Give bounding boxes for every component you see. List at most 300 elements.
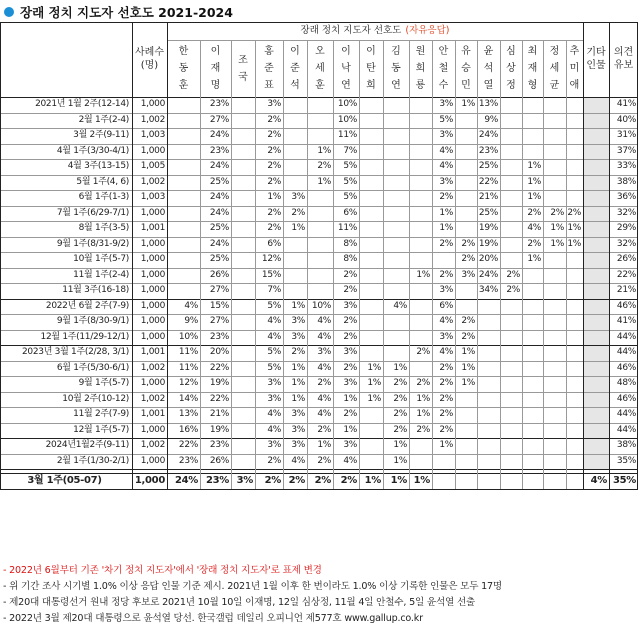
value-cell: 1% <box>393 440 407 451</box>
leader-name-header: 한 동 훈 <box>178 46 189 91</box>
value-cell: 1% <box>567 238 581 249</box>
other-cell <box>583 221 609 237</box>
value-cell <box>231 190 255 206</box>
value-cell: 3% <box>439 176 453 187</box>
value-cell <box>500 159 522 175</box>
value-cell: 3% <box>291 331 305 342</box>
value-cell <box>522 268 543 284</box>
value-cell: 1% <box>439 207 453 218</box>
value-cell: 1% <box>527 192 541 203</box>
value-cell: 3% <box>267 99 281 110</box>
grid-line <box>231 40 232 489</box>
value-cell: 4% <box>267 316 281 327</box>
other-cell <box>583 314 609 330</box>
value-cell: 3% <box>291 424 305 435</box>
value-cell: 4% <box>439 347 453 358</box>
value-cell: 19% <box>478 238 498 249</box>
value-cell <box>283 175 307 191</box>
value-cell <box>543 175 566 191</box>
sample-size-cell: 1,001 <box>140 223 165 234</box>
value-cell: 20% <box>478 254 498 265</box>
value-cell <box>500 113 522 129</box>
value-cell: 4% <box>267 409 281 420</box>
value-cell: 10% <box>337 99 357 110</box>
group-header-note: (자유응답) <box>405 25 450 36</box>
value-cell <box>409 330 432 346</box>
group-header <box>167 22 583 40</box>
value-cell <box>383 144 409 160</box>
value-cell <box>383 159 409 175</box>
value-cell <box>455 283 477 299</box>
value-cell: 3% <box>439 285 453 296</box>
value-cell <box>231 159 255 175</box>
value-cell: 6% <box>267 238 281 249</box>
undecided-cell: 44% <box>616 409 636 420</box>
value-cell <box>307 237 333 253</box>
other-cell <box>583 454 609 470</box>
sample-size-cell: 1,000 <box>140 285 165 296</box>
value-cell <box>522 330 543 346</box>
value-cell <box>522 345 543 361</box>
value-cell: 21% <box>478 192 498 203</box>
value-cell: 11% <box>178 362 198 373</box>
other-cell <box>583 113 609 129</box>
leader-name-header: 안 철 수 <box>438 46 449 91</box>
leader-name-header: 오 세 훈 <box>315 46 325 91</box>
value-cell <box>500 252 522 268</box>
value-cell <box>167 175 200 191</box>
sample-size-cell: 1,000 <box>140 238 165 249</box>
value-cell: 3% <box>236 475 253 487</box>
row-label: 7월 1주(6/29-7/1) <box>56 207 129 218</box>
value-cell: 22% <box>209 393 229 404</box>
value-cell <box>543 97 566 113</box>
value-cell: 4% <box>317 393 331 404</box>
value-cell <box>500 175 522 191</box>
value-cell <box>432 454 455 470</box>
value-cell <box>500 144 522 160</box>
other-cell <box>583 128 609 144</box>
value-cell <box>543 299 566 315</box>
grid-line <box>283 40 284 489</box>
grid-line <box>432 40 433 489</box>
sample-size-cell: 1,000 <box>140 99 165 110</box>
undecided-cell: 36% <box>616 192 636 203</box>
row-label: 2월 1주(1/30-2/1) <box>56 455 129 466</box>
value-cell <box>409 97 432 113</box>
row-label: 3월 2주(9-11) <box>73 130 129 141</box>
value-cell <box>167 159 200 175</box>
value-cell: 2% <box>439 192 453 203</box>
value-cell: 2% <box>267 161 281 172</box>
value-cell: 1% <box>461 347 475 358</box>
undecided-cell: 44% <box>616 331 636 342</box>
value-cell <box>522 361 543 377</box>
value-cell: 24% <box>478 269 498 280</box>
undecided-cell: 31% <box>616 130 636 141</box>
value-cell: 1% <box>343 393 357 404</box>
value-cell <box>383 128 409 144</box>
value-cell: 14% <box>178 393 198 404</box>
value-cell <box>409 252 432 268</box>
grid-line <box>522 40 523 489</box>
value-cell: 16% <box>178 424 198 435</box>
value-cell: 25% <box>478 161 498 172</box>
value-cell: 1% <box>317 176 331 187</box>
value-cell <box>566 314 583 330</box>
value-cell <box>359 128 383 144</box>
value-cell <box>307 97 333 113</box>
value-cell: 12% <box>178 378 198 389</box>
value-cell: 34% <box>478 285 498 296</box>
value-cell <box>231 314 255 330</box>
value-cell <box>500 97 522 113</box>
value-cell: 2% <box>439 238 453 249</box>
row-label: 3월 1주(05-07) <box>27 475 102 487</box>
sample-size-cell: 1,005 <box>140 161 165 172</box>
value-cell <box>167 237 200 253</box>
value-cell: 2% <box>439 362 453 373</box>
value-cell <box>522 438 543 454</box>
value-cell <box>283 144 307 160</box>
value-cell: 1% <box>367 378 381 389</box>
sample-size-cell: 1,000 <box>140 300 165 311</box>
value-cell <box>383 175 409 191</box>
value-cell <box>543 345 566 361</box>
value-cell <box>455 144 477 160</box>
value-cell: 1% <box>291 362 305 373</box>
row-label: 8월 1주(3-5) <box>78 223 129 234</box>
value-cell: 25% <box>209 176 229 187</box>
footnote: - 위 기간 조사 시기별 1.0% 이상 응답 인물 기준 제시. 2021년 1월 이후 한 번이라도 1.0% 이상 기록한 인물은 모두 17명 <box>3 581 502 592</box>
value-cell <box>566 299 583 315</box>
value-cell: 2% <box>264 475 281 487</box>
undecided-cell: 40% <box>616 114 636 125</box>
value-cell <box>500 423 522 439</box>
undecided-cell: 44% <box>616 424 636 435</box>
other-cell <box>583 407 609 423</box>
other-cell <box>583 361 609 377</box>
value-cell: 2% <box>317 378 331 389</box>
value-cell <box>283 268 307 284</box>
value-cell <box>477 392 500 408</box>
value-cell <box>522 113 543 129</box>
value-cell: 24% <box>209 238 229 249</box>
other-cell <box>583 97 609 113</box>
value-cell <box>566 175 583 191</box>
value-cell <box>543 113 566 129</box>
value-cell <box>231 361 255 377</box>
value-cell <box>566 454 583 470</box>
value-cell <box>543 376 566 392</box>
value-cell: 2% <box>393 393 407 404</box>
value-cell: 3% <box>291 316 305 327</box>
value-cell: 24% <box>209 207 229 218</box>
other-cell <box>583 299 609 315</box>
value-cell: 9% <box>484 114 498 125</box>
value-cell: 10% <box>337 114 357 125</box>
value-cell <box>359 252 383 268</box>
value-cell: 2% <box>439 378 453 389</box>
value-cell: 3% <box>343 347 357 358</box>
value-cell: 19% <box>478 223 498 234</box>
value-cell <box>477 299 500 315</box>
value-cell <box>500 407 522 423</box>
value-cell: 4% <box>317 316 331 327</box>
value-cell <box>359 438 383 454</box>
value-cell <box>543 144 566 160</box>
value-cell <box>383 330 409 346</box>
value-cell: 27% <box>209 114 229 125</box>
value-cell: 1% <box>364 475 381 487</box>
value-cell: 5% <box>267 300 281 311</box>
sample-size-cell: 1,000 <box>140 254 165 265</box>
value-cell <box>383 268 409 284</box>
bullet-dot-icon <box>4 7 14 17</box>
value-cell <box>231 407 255 423</box>
value-cell <box>500 330 522 346</box>
value-cell: 27% <box>209 316 229 327</box>
value-cell: 2% <box>416 378 430 389</box>
value-cell <box>477 314 500 330</box>
leader-name-header: 유 승 민 <box>461 46 471 91</box>
undecided-cell: 46% <box>616 300 636 311</box>
value-cell <box>307 268 333 284</box>
value-cell: 4% <box>267 424 281 435</box>
value-cell: 5% <box>343 161 357 172</box>
sample-size-cell: 1,002 <box>140 393 165 404</box>
grid-line <box>167 22 168 489</box>
value-cell <box>231 268 255 284</box>
sample-size-cell: 1,000 <box>140 424 165 435</box>
value-cell <box>231 423 255 439</box>
value-cell <box>477 376 500 392</box>
grid-line <box>0 489 638 490</box>
value-cell <box>307 283 333 299</box>
value-cell: 13% <box>178 409 198 420</box>
value-cell <box>566 252 583 268</box>
value-cell <box>359 175 383 191</box>
value-cell: 2% <box>550 207 564 218</box>
value-cell: 19% <box>209 424 229 435</box>
value-cell: 1% <box>317 440 331 451</box>
value-cell <box>409 206 432 222</box>
value-cell: 11% <box>337 130 357 141</box>
undecided-cell: 44% <box>616 347 636 358</box>
leader-name-header: 홍 준 표 <box>264 46 274 91</box>
value-cell <box>231 345 255 361</box>
value-cell <box>409 454 432 470</box>
value-cell: 2% <box>393 409 407 420</box>
value-cell <box>500 128 522 144</box>
value-cell <box>455 159 477 175</box>
value-cell: 8% <box>343 254 357 265</box>
value-cell <box>522 407 543 423</box>
value-cell: 2% <box>314 475 331 487</box>
value-cell <box>409 144 432 160</box>
value-cell <box>477 361 500 377</box>
leader-name-header: 추 미 애 <box>569 46 580 91</box>
row-label: 2023년 3월 1주(2/28, 3/1) <box>22 347 129 358</box>
value-cell: 1% <box>416 409 430 420</box>
value-cell <box>566 392 583 408</box>
value-cell <box>359 423 383 439</box>
value-cell: 3% <box>439 331 453 342</box>
other-cell <box>583 283 609 299</box>
value-cell <box>522 299 543 315</box>
value-cell <box>500 206 522 222</box>
value-cell: 2% <box>393 424 407 435</box>
value-cell <box>455 454 477 470</box>
value-cell: 1% <box>393 362 407 373</box>
value-cell <box>231 97 255 113</box>
value-cell <box>500 237 522 253</box>
value-cell: 6% <box>343 207 357 218</box>
value-cell: 1% <box>291 300 305 311</box>
value-cell: 2% <box>343 316 357 327</box>
value-cell <box>455 423 477 439</box>
value-cell <box>231 128 255 144</box>
value-cell: 1% <box>550 223 564 234</box>
sample-size-cell: 1,002 <box>140 114 165 125</box>
value-cell <box>543 268 566 284</box>
value-cell <box>455 113 477 129</box>
grid-line <box>637 22 638 489</box>
value-cell <box>566 376 583 392</box>
grid-line <box>609 22 610 489</box>
value-cell <box>500 438 522 454</box>
other-cell <box>583 159 609 175</box>
value-cell <box>543 314 566 330</box>
value-cell: 7% <box>343 145 357 156</box>
value-cell: 5% <box>439 114 453 125</box>
value-cell <box>409 190 432 206</box>
value-cell: 23% <box>209 99 229 110</box>
value-cell <box>455 175 477 191</box>
value-cell: 5% <box>267 362 281 373</box>
value-cell: 1% <box>439 440 453 451</box>
value-cell <box>383 237 409 253</box>
value-cell: 2% <box>461 331 475 342</box>
value-cell <box>543 252 566 268</box>
other-header: 기타 인물 <box>586 47 606 71</box>
sample-size-cell: 1,002 <box>140 176 165 187</box>
value-cell: 4% <box>184 300 198 311</box>
other-cell <box>583 206 609 222</box>
value-cell: 3% <box>291 192 305 203</box>
row-label: 5월 1주(4, 6) <box>76 176 129 187</box>
undecided-cell: 41% <box>616 316 636 327</box>
value-cell <box>543 392 566 408</box>
value-cell: 2% <box>267 145 281 156</box>
value-cell <box>500 299 522 315</box>
value-cell: 1% <box>367 362 381 373</box>
value-cell: 2% <box>439 409 453 420</box>
value-cell <box>231 252 255 268</box>
value-cell <box>477 473 500 489</box>
undecided-cell: 32% <box>616 238 636 249</box>
value-cell <box>477 407 500 423</box>
value-cell <box>500 473 522 489</box>
footnote: - 제20대 대통령선거 원내 정당 후보로 2021년 10월 10일 이재명, 12일 심상정, 11월 4일 안철수, 5일 윤석열 선출 <box>3 597 476 608</box>
other-cell <box>583 144 609 160</box>
value-cell: 4% <box>317 362 331 373</box>
value-cell <box>409 128 432 144</box>
value-cell <box>543 423 566 439</box>
value-cell <box>455 438 477 454</box>
value-cell <box>543 361 566 377</box>
grid-line <box>359 40 360 489</box>
sample-size-cell: 1,000 <box>140 145 165 156</box>
grid-line <box>543 40 544 489</box>
value-cell <box>477 345 500 361</box>
value-cell <box>522 97 543 113</box>
value-cell <box>566 113 583 129</box>
value-cell: 9% <box>184 316 198 327</box>
value-cell: 2% <box>506 269 520 280</box>
value-cell <box>432 252 455 268</box>
value-cell <box>231 438 255 454</box>
value-cell: 25% <box>478 207 498 218</box>
grid-line <box>333 40 334 489</box>
value-cell: 15% <box>209 300 229 311</box>
value-cell <box>566 268 583 284</box>
value-cell <box>543 438 566 454</box>
value-cell <box>307 206 333 222</box>
value-cell <box>359 345 383 361</box>
value-cell <box>167 252 200 268</box>
value-cell <box>383 252 409 268</box>
value-cell: 1% <box>291 378 305 389</box>
value-cell <box>522 376 543 392</box>
value-cell: 2% <box>439 393 453 404</box>
value-cell: 2% <box>340 475 357 487</box>
value-cell: 5% <box>343 192 357 203</box>
value-cell: 2% <box>416 424 430 435</box>
value-cell <box>522 144 543 160</box>
value-cell <box>500 361 522 377</box>
value-cell: 4% <box>317 409 331 420</box>
value-cell: 4% <box>527 223 541 234</box>
value-cell: 10% <box>311 300 331 311</box>
value-cell <box>409 113 432 129</box>
grid-line <box>383 40 384 489</box>
undecided-cell: 35% <box>616 455 636 466</box>
group-header-text: 장래 정치 지도자 선호도 <box>300 25 402 36</box>
value-cell: 25% <box>209 254 229 265</box>
value-cell: 3% <box>343 440 357 451</box>
title-text: 장래 정치 지도자 선호도 2021-2024 <box>20 5 233 20</box>
value-cell: 1% <box>291 393 305 404</box>
sample-size-cell: 1,000 <box>140 207 165 218</box>
value-cell: 1% <box>461 378 475 389</box>
grid-line <box>167 40 583 41</box>
grid-line <box>200 40 201 489</box>
value-cell: 1% <box>413 475 430 487</box>
undecided-cell: 32% <box>616 207 636 218</box>
value-cell: 1% <box>416 269 430 280</box>
value-cell: 4% <box>291 455 305 466</box>
undecided-cell: 41% <box>616 99 636 110</box>
value-cell: 2% <box>267 176 281 187</box>
value-cell: 3% <box>267 393 281 404</box>
value-cell: 23% <box>209 145 229 156</box>
value-cell <box>566 330 583 346</box>
value-cell <box>307 221 333 237</box>
value-cell <box>455 299 477 315</box>
undecided-header: 의견 유보 <box>613 47 634 71</box>
row-label: 9월 1주(8/30-9/1) <box>56 316 129 327</box>
